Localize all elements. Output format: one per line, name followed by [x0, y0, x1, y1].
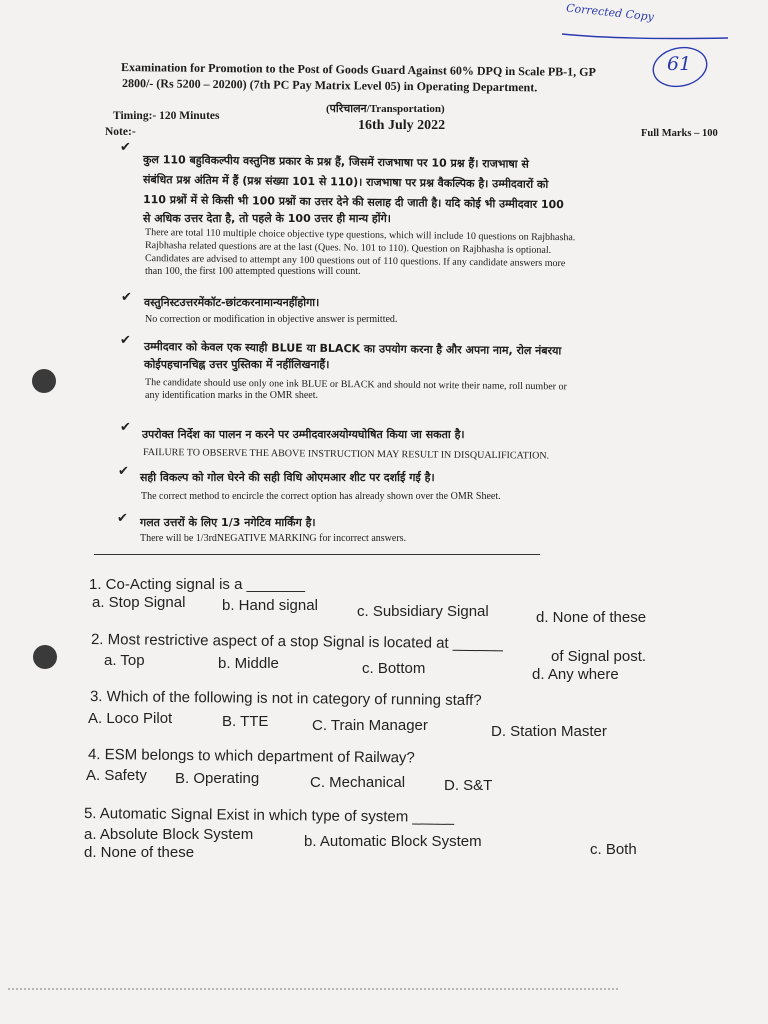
- note-6-english: There will be 1/3rdNEGATIVE MARKING for incorrect answers.: [140, 533, 407, 544]
- question-1-option-a: a. Stop Signal: [92, 594, 186, 611]
- note-5-english: The correct method to encircle the correct option has already shown over the OMR Sheet.: [141, 491, 501, 502]
- note-1-english-line-4: than 100, the first 100 attempted questions will count.: [145, 266, 361, 277]
- check-icon: ✔: [120, 333, 131, 348]
- question-1: 1. Co-Acting signal is a _______: [89, 576, 305, 593]
- note-3-hindi-line-2: कोईपहचानचिह्न उत्तर पुस्तिका में नहींलिखनाहैं।: [144, 358, 330, 371]
- question-3-option-c: C. Train Manager: [312, 717, 428, 734]
- question-2-option-a: a. Top: [104, 652, 145, 669]
- punch-hole: [32, 369, 56, 393]
- note-4-english: FAILURE TO OBSERVE THE ABOVE INSTRUCTION MAY RESULT IN DISQUALIFICATION.: [142, 447, 550, 462]
- check-icon: ✔: [118, 464, 129, 479]
- note-1-hindi-line-1: कुल 110 बहुविकल्पीय वस्तुनिष्ठ प्रकार के प्रश्न हैं, जिसमें राजभाषा पर 10 प्रश्न हैं। राजभाषा से: [142, 153, 529, 171]
- question-2-option-d: d. Any where: [532, 666, 619, 683]
- note-6-hindi: गलत उत्तरों के लिए 1/3 नगेटिव मार्किंग है।: [140, 516, 316, 529]
- check-icon: ✔: [117, 511, 128, 526]
- check-icon: ✔: [120, 140, 131, 155]
- divider-line: [94, 554, 540, 555]
- question-5-option-a: a. Absolute Block System: [84, 826, 254, 843]
- question-4-option-c: C. Mechanical: [310, 774, 406, 791]
- exam-title-line-1: Examination for Promotion to the Post of Goods Guard Against 60% DPQ in Scale PB-1, GP: [120, 60, 596, 79]
- question-2-option-c: c. Bottom: [362, 660, 426, 677]
- exam-date: 16th July 2022: [358, 118, 446, 133]
- note-5-hindi: सही विकल्प को गोल घेरने की सही विधि ओएमआर शीट पर दर्शाई गई है।: [140, 471, 435, 484]
- check-icon: ✔: [120, 420, 131, 435]
- note-2-english: No correction or modification in objective answer is permitted.: [145, 314, 398, 325]
- check-icon: ✔: [121, 290, 132, 305]
- question-2: 2. Most restrictive aspect of a stop Signal is located at ______: [90, 631, 503, 653]
- note-1-english-line-3: Candidates are advised to attempt any 100 questions out of 110 questions. If any candidate answers more: [144, 253, 566, 270]
- question-2-option-b: b. Middle: [218, 655, 279, 672]
- exam-title-line-2: 2800/- (Rs 5200 – 20200) (7th PC Pay Matrix Level 05) in Operating Department.: [121, 76, 538, 95]
- punch-hole: [33, 645, 57, 669]
- question-4-option-b: B. Operating: [175, 770, 260, 787]
- note-3-hindi-line-1: उम्मीदवार को केवल एक स्याही BLUE या BLACK का उपयोग करना है और अपना नाम, रोल नंबरया: [143, 340, 562, 358]
- note-4-hindi: उपरोक्त निर्देश का पालन न करने पर उम्मीदवारअयोग्यघोषित किया जा सकता है।: [142, 428, 465, 441]
- handwritten-note: Corrected Copy: [565, 1, 655, 24]
- question-3: 3. Which of the following is not in category of running staff?: [89, 688, 482, 710]
- note-3-english-line-1: The candidate should use only one ink BLUE or BLACK and should not write their name, roll number or: [144, 377, 567, 393]
- question-5-option-b: b. Automatic Block System: [304, 833, 482, 850]
- timing: Timing:- 120 Minutes: [113, 110, 220, 122]
- question-1-option-c: c. Subsidiary Signal: [357, 603, 489, 620]
- note-1-hindi-line-4: से अधिक उत्तर देता है, तो पहले के 100 उत्तर ही मान्य होंगे।: [143, 212, 391, 225]
- question-3-option-d: D. Station Master: [491, 723, 607, 740]
- question-2-tail: of Signal post.: [551, 648, 647, 665]
- note-2-hindi: वस्तुनिस्टउत्तरमेंकॉट-छांटकरनामान्यनहींहोगा।: [144, 296, 320, 309]
- full-marks: Full Marks – 100: [641, 128, 718, 139]
- question-1-option-d: d. None of these: [536, 609, 647, 626]
- question-5: 5. Automatic Signal Exist in which type of system _____: [83, 805, 455, 826]
- question-4-option-d: D. S&T: [444, 777, 493, 794]
- question-4-option-a: A. Safety: [86, 767, 147, 784]
- note-1-hindi-line-3: 110 प्रश्नों में से किसी भी 100 प्रश्नों का उत्तर देने की सलाह दी जाती है। यदि कोई भी उम्मीदवार 100: [142, 193, 564, 212]
- question-5-option-d: d. None of these: [84, 844, 195, 861]
- question-3-option-a: A. Loco Pilot: [88, 710, 173, 727]
- question-1-option-b: b. Hand signal: [222, 597, 318, 614]
- question-4: 4. ESM belongs to which department of Railway?: [87, 746, 415, 767]
- handwritten-number: 61: [667, 53, 692, 75]
- note-label: Note:-: [105, 126, 136, 138]
- note-1-hindi-line-2: संबंधित प्रश्न अंतिम में हैं (प्रश्न संख्या 101 से 110)। राजभाषा पर प्रश्न वैकल्पिक है। उम्मीदवारों को: [142, 173, 549, 191]
- question-3-option-b: B. TTE: [222, 713, 269, 730]
- scan-noise: [8, 988, 618, 990]
- exam-subtitle: (परिचालन/Transportation): [326, 103, 445, 115]
- note-3-english-line-2: any identification marks in the OMR sheet.: [145, 390, 319, 401]
- note-1-english-line-2: Rajbhasha related questions are at the last (Ques. No. 101 to 110). Question on Rajbhasha is optional.: [144, 240, 552, 256]
- question-5-option-c: c. Both: [590, 841, 637, 858]
- note-1-english-line-1: There are total 110 multiple choice objective type questions, which will include 10 questions on Rajbhasha.: [144, 227, 576, 244]
